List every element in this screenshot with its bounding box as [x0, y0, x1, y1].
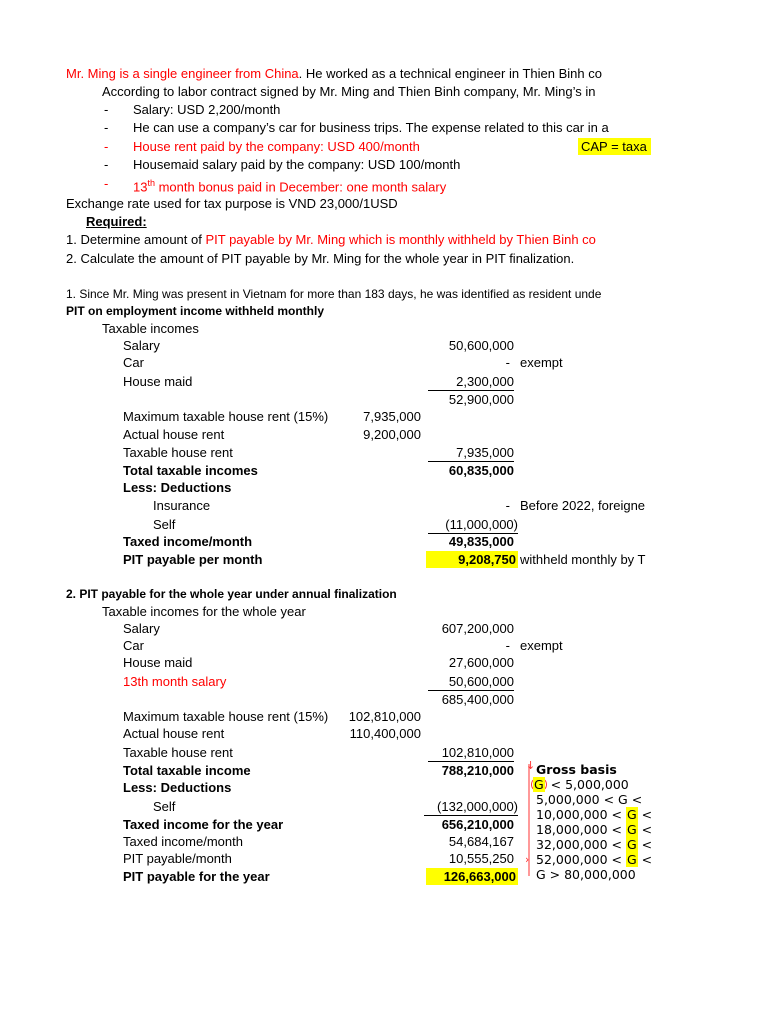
actual-rent-label: Actual house rent [123, 427, 225, 442]
actual-rent-year-value: 110,400,000 [349, 726, 421, 741]
max-rent-label: Maximum taxable house rent (15%) [123, 409, 329, 424]
bonus-value: 50,600,000 [428, 673, 514, 691]
gross-basis-title: Gross basis [536, 762, 617, 777]
total-year-label: Total taxable income [123, 763, 251, 778]
actual-rent-year-label: Actual house rent [123, 726, 225, 741]
pit-year-label: PIT payable for the year [123, 869, 270, 884]
section1-heading: PIT on employment income withheld monthly [66, 304, 325, 318]
intro-rest: . He worked as a technical engineer in Thien Binh co [298, 66, 602, 81]
requirement-1: 1. Determine amount of PIT payable by Mr. Ming which is monthly withheld by Thien Binh co [66, 232, 596, 247]
total-value: 60,835,000 [448, 463, 514, 478]
deductions-label: Less: Deductions [123, 480, 232, 495]
exchange-rate: Exchange rate used for tax purpose is VND 23,000/1USD [66, 196, 398, 211]
pit-payable-month-value: 10,555,250 [448, 851, 514, 866]
gross-row-7: G > 80,000,000 [536, 867, 636, 882]
taxed-income-label: Taxed income/month [123, 534, 253, 549]
bonus-label: 13th month salary [123, 674, 227, 689]
self-label: Self [153, 517, 176, 532]
arrow-right-icon: › [525, 853, 530, 866]
bullet-13th-month: 13th month bonus paid in December: one month salary [133, 178, 447, 195]
taxable-rent-year-value: 102,810,000 [428, 744, 514, 762]
taxable-incomes-label: Taxable incomes [102, 321, 199, 336]
pit-payable-month-label: PIT payable/month [123, 851, 232, 866]
bullet-dash: - [104, 120, 109, 135]
gross-row-5: 32,000,000 < G < [536, 837, 653, 852]
self-year-value: (132,000,000) [424, 798, 518, 816]
taxed-year-value: 656,210,000 [441, 817, 514, 832]
salary-value: 50,600,000 [448, 338, 514, 353]
gross-row-6: 52,000,000 < G < [536, 852, 653, 867]
intro-line-1 [66, 65, 602, 82]
bullet-dash: - [104, 102, 109, 117]
intro-line-2: According to labor contract signed by Mr. Ming and Thien Binh company, Mr. Ming’s in [102, 84, 596, 99]
self-year-label: Self [153, 799, 176, 814]
deductions-year-label: Less: Deductions [123, 780, 232, 795]
car-year-label: Car [123, 638, 144, 653]
bullet-salary: Salary: USD 2,200/month [133, 102, 281, 117]
gross-basis-image [525, 759, 653, 886]
taxable-rent-value: 7,935,000 [428, 444, 514, 462]
taxable-incomes-year-label: Taxable incomes for the whole year [102, 604, 306, 619]
insurance-note: Before 2022, foreigne [520, 498, 646, 513]
requirement-2: 2. Calculate the amount of PIT payable by Mr. Ming for the whole year in PIT finalization. [66, 251, 575, 266]
bullet-dash: - [104, 176, 109, 191]
car-value: - [505, 355, 510, 370]
bullet-dash: - [104, 139, 109, 154]
subtotal-year-value: 685,400,000 [441, 692, 514, 707]
pit-year-value: 126,663,000 [426, 868, 518, 885]
taxed-year-label: Taxed income for the year [123, 817, 284, 832]
housemaid-label: House maid [123, 374, 193, 389]
insurance-label: Insurance [153, 498, 211, 513]
arrow-down-icon: ↓ [526, 759, 536, 772]
max-rent-year-label: Maximum taxable house rent (15%) [123, 709, 329, 724]
total-label: Total taxable incomes [123, 463, 258, 478]
taxable-rent-year-label: Taxable house rent [123, 745, 233, 760]
actual-rent-value: 9,200,000 [363, 427, 421, 442]
total-year-value: 788,210,000 [441, 763, 514, 778]
bullet-car: He can use a company’s car for business trips. The expense related to this car in a [133, 120, 609, 135]
salary-year-value: 607,200,000 [441, 621, 514, 636]
salary-year-label: Salary [123, 621, 160, 636]
bullet-house-rent: House rent paid by the company: USD 400/month [133, 139, 420, 154]
taxed-month-label: Taxed income/month [123, 834, 243, 849]
car-year-value: - [505, 638, 510, 653]
subtotal-value: 52,900,000 [448, 392, 514, 407]
intro-highlight: Mr. Ming is a single engineer from China [66, 66, 299, 81]
car-label: Car [123, 355, 144, 370]
max-rent-value: 7,935,000 [363, 409, 421, 424]
gross-row-3: 10,000,000 < G < [536, 807, 653, 822]
required-heading: Required: [86, 214, 147, 229]
car-note: exempt [520, 355, 563, 370]
housemaid-year-value: 27,600,000 [448, 655, 514, 670]
section2-heading: 2. PIT payable for the whole year under annual finalization [66, 587, 397, 601]
car-year-note: exempt [520, 638, 563, 653]
taxable-rent-label: Taxable house rent [123, 445, 233, 460]
max-rent-year-value: 102,810,000 [348, 709, 421, 724]
pit-month-value: 9,208,750 [426, 551, 518, 568]
gross-row-1: G < 5,000,000 [531, 777, 629, 792]
taxed-month-value: 54,684,167 [448, 834, 514, 849]
gross-row-2: 5,000,000 < G < [536, 792, 643, 807]
gross-row-4: 18,000,000 < G < [536, 822, 653, 837]
insurance-value: - [505, 498, 510, 513]
housemaid-value: 2,300,000 [428, 373, 514, 391]
bullet-dash: - [104, 157, 109, 172]
cap-note: CAP = taxa [578, 138, 651, 155]
resident-note: 1. Since Mr. Ming was present in Vietnam for more than 183 days, he was identified as resident unde [66, 287, 602, 301]
bullet-housemaid: Housemaid salary paid by the company: USD 100/month [133, 157, 461, 172]
salary-label: Salary [123, 338, 160, 353]
housemaid-year-label: House maid [123, 655, 193, 670]
self-value: (11,000,000) [428, 516, 518, 534]
taxed-income-value: 49,835,000 [448, 534, 514, 549]
pit-month-note: withheld monthly by T [520, 552, 646, 567]
pit-month-label: PIT payable per month [123, 552, 263, 567]
